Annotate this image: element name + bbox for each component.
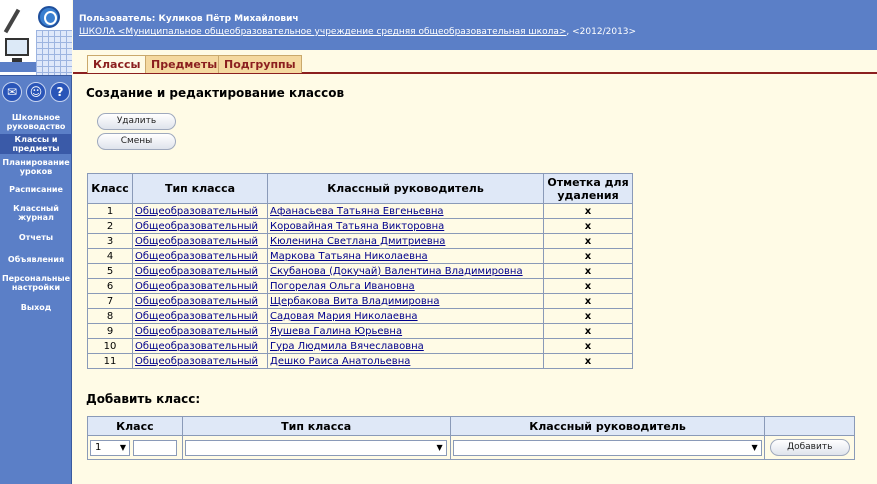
delete-mark-cell xyxy=(544,309,633,324)
delete-mark-cell xyxy=(544,219,633,234)
class-type-select[interactable] xyxy=(185,440,447,456)
class-number: 9 xyxy=(106,325,114,337)
teacher-link[interactable]: Погорелая Ольга Ивановна xyxy=(270,280,415,292)
teacher-link-cell xyxy=(268,324,544,339)
teacher-link[interactable]: Скубанова (Докучай) Валентина Владимировна xyxy=(270,265,523,277)
pen-graphic xyxy=(4,9,20,34)
delete-mark-cell xyxy=(544,204,633,219)
add-col-header-type: Тип класса xyxy=(182,417,450,436)
class-type-link[interactable]: Общеобразовательный xyxy=(135,265,259,277)
tab-subjects[interactable]: Предметы xyxy=(145,55,223,73)
teacher-link-cell xyxy=(268,309,544,324)
add-col-header-class: Класс xyxy=(88,417,183,436)
class-number: 7 xyxy=(106,295,114,307)
class-number-cell xyxy=(88,279,133,294)
teacher-link[interactable]: Щербакова Вита Владимировна xyxy=(270,295,440,307)
class-number-cell xyxy=(88,309,133,324)
class-type-link-cell xyxy=(133,324,268,339)
sidebar-item-personal-settings[interactable]: Персональные настройки xyxy=(1,274,71,292)
delete-button[interactable]: Удалить xyxy=(97,113,176,130)
computer-graphic xyxy=(5,38,29,56)
col-header-type: Тип класса xyxy=(133,174,268,204)
class-number: 10 xyxy=(103,340,117,352)
class-number-cell xyxy=(88,234,133,249)
class-type-link[interactable]: Общеобразовательный xyxy=(135,340,259,352)
sidebar-item-exit[interactable]: Выход xyxy=(20,303,52,312)
sidebar-item-reports[interactable]: Отчеты xyxy=(18,233,54,242)
teacher-link[interactable]: Гура Людмила Вячеславовна xyxy=(270,340,424,352)
teacher-link[interactable]: Яушева Галина Юрьевна xyxy=(270,325,403,337)
sidebar-item-lesson-planning[interactable]: Планирование уроков xyxy=(2,158,70,176)
class-type-link-cell xyxy=(133,234,268,249)
delete-mark-cell xyxy=(544,294,633,309)
class-type-link-cell xyxy=(133,339,268,354)
table-row xyxy=(88,234,633,249)
delete-mark-cell xyxy=(544,249,633,264)
school-link[interactable]: ШКОЛА <Муниципальное общеобразовательное учреждение средняя общеобразовательная школа> xyxy=(79,27,567,37)
school-year: , <2012/2013> xyxy=(566,27,637,37)
add-col-header-teacher: Классный руководитель xyxy=(450,417,765,436)
school-line xyxy=(79,27,636,37)
table-row xyxy=(88,264,633,279)
class-type-link-cell xyxy=(133,249,268,264)
col-header-delete-mark: Отметка для удаления xyxy=(544,174,633,204)
tab-bar xyxy=(73,50,877,74)
teacher-link[interactable]: Афанасьева Татьяна Евгеньевна xyxy=(270,205,444,217)
sidebar xyxy=(0,0,72,484)
class-number: 3 xyxy=(106,235,114,247)
teacher-link-cell xyxy=(268,219,544,234)
header xyxy=(73,0,877,50)
class-type-link[interactable]: Общеобразовательный xyxy=(135,310,259,322)
chevron-down-icon: ▼ xyxy=(436,442,443,452)
teacher-link-cell xyxy=(268,294,544,309)
teacher-link[interactable]: Дешко Раиса Анатольевна xyxy=(270,355,411,367)
delete-mark-cell xyxy=(544,339,633,354)
globe-icon xyxy=(38,6,60,28)
page-title: Создание и редактирование классов xyxy=(86,86,345,100)
class-number: 4 xyxy=(106,250,114,262)
col-header-class: Класс xyxy=(88,174,133,204)
classes-table xyxy=(87,173,633,369)
tab-classes[interactable]: Классы xyxy=(87,55,146,73)
teacher-link-cell xyxy=(268,339,544,354)
delete-mark[interactable]: x xyxy=(584,310,592,322)
class-type-link[interactable]: Общеобразовательный xyxy=(135,295,259,307)
class-type-link[interactable]: Общеобразовательный xyxy=(135,205,259,217)
class-number-cell xyxy=(88,264,133,279)
table-row xyxy=(88,339,633,354)
teacher-link[interactable]: Садовая Мария Николаевна xyxy=(270,310,418,322)
sidebar-item-class-journal[interactable]: Классный журнал xyxy=(13,204,59,222)
table-row xyxy=(88,219,633,234)
delete-mark-cell xyxy=(544,354,633,369)
class-type-link[interactable]: Общеобразовательный xyxy=(135,355,259,367)
shifts-button[interactable]: Смены xyxy=(97,133,176,150)
chevron-down-icon: ▼ xyxy=(751,442,758,452)
tab-subgroups[interactable]: Подгруппы xyxy=(218,55,302,73)
delete-mark[interactable]: x xyxy=(584,205,592,217)
app-logo xyxy=(0,0,72,76)
class-type-link[interactable]: Общеобразовательный xyxy=(135,220,259,232)
delete-mark[interactable]: x xyxy=(584,235,592,247)
class-number: 6 xyxy=(106,280,114,292)
table-row xyxy=(88,204,633,219)
teacher-link[interactable]: Кюленина Светлана Дмитриевна xyxy=(270,235,446,247)
delete-mark[interactable]: x xyxy=(584,265,592,277)
class-number-cell xyxy=(88,339,133,354)
table-row xyxy=(88,279,633,294)
add-col-header-empty xyxy=(765,417,855,436)
teacher-link-cell xyxy=(268,234,544,249)
col-header-teacher: Классный руководитель xyxy=(268,174,544,204)
teacher-link-cell xyxy=(268,264,544,279)
sidebar-item-classes-subjects[interactable]: Классы и предметы xyxy=(0,134,72,154)
class-type-link-cell xyxy=(133,204,268,219)
class-number-select[interactable] xyxy=(90,440,130,456)
class-teacher-select[interactable] xyxy=(453,440,762,456)
class-number-cell xyxy=(88,354,133,369)
add-teacher-cell xyxy=(450,436,765,460)
delete-mark[interactable]: x xyxy=(584,355,592,367)
delete-mark[interactable]: x xyxy=(584,250,592,262)
class-type-link[interactable]: Общеобразовательный xyxy=(135,325,259,337)
class-number: 2 xyxy=(106,220,114,232)
sidebar-item-schedule[interactable]: Расписание xyxy=(9,185,63,194)
class-number: 5 xyxy=(106,265,114,277)
delete-mark-cell xyxy=(544,279,633,294)
teacher-link-cell xyxy=(268,204,544,219)
class-type-link[interactable]: Общеобразовательный xyxy=(135,235,259,247)
sidebar-item-school-management[interactable]: Школьное руководство xyxy=(6,113,66,131)
add-class-cell xyxy=(88,436,183,460)
delete-mark[interactable]: x xyxy=(584,295,592,307)
class-number-cell xyxy=(88,219,133,234)
class-type-link-cell xyxy=(133,294,268,309)
class-type-link[interactable]: Общеобразовательный xyxy=(135,250,259,262)
delete-mark[interactable]: x xyxy=(584,325,592,337)
class-type-link-cell xyxy=(133,354,268,369)
user-name: Пользователь: Куликов Пётр Михайлович xyxy=(79,14,299,24)
class-number: 11 xyxy=(103,355,117,367)
delete-mark-cell xyxy=(544,324,633,339)
table-row xyxy=(88,324,633,339)
add-type-cell xyxy=(182,436,450,460)
class-number: 8 xyxy=(106,310,114,322)
grid-graphic xyxy=(36,30,72,76)
class-type-link-cell xyxy=(133,219,268,234)
class-number-cell xyxy=(88,294,133,309)
class-type-link-cell xyxy=(133,279,268,294)
class-number-cell xyxy=(88,249,133,264)
class-type-link-cell xyxy=(133,309,268,324)
table-row xyxy=(88,294,633,309)
delete-mark[interactable]: x xyxy=(584,280,592,292)
class-number-value: 1 xyxy=(95,441,102,453)
class-type-link[interactable]: Общеобразовательный xyxy=(135,280,259,292)
class-type-link-cell xyxy=(133,264,268,279)
add-class-title: Добавить класс: xyxy=(86,392,201,406)
class-number: 1 xyxy=(106,205,114,217)
chevron-down-icon: ▼ xyxy=(119,442,126,452)
delete-mark-cell xyxy=(544,264,633,279)
table-row xyxy=(88,354,633,369)
teacher-link-cell xyxy=(268,249,544,264)
delete-mark[interactable]: x xyxy=(584,340,592,352)
teacher-link-cell xyxy=(268,354,544,369)
class-letter-input[interactable] xyxy=(133,440,177,456)
class-number-cell xyxy=(88,324,133,339)
help-icon[interactable]: ? xyxy=(50,82,70,102)
teacher-link[interactable]: Маркова Татьяна Николаевна xyxy=(270,250,428,262)
sidebar-item-announcements[interactable]: Объявления xyxy=(7,255,65,264)
add-class-table xyxy=(87,416,855,460)
teacher-link[interactable]: Коровайная Татьяна Викторовна xyxy=(270,220,445,232)
sidebar-icon-row xyxy=(0,82,72,104)
add-button[interactable]: Добавить xyxy=(770,439,850,456)
table-row xyxy=(88,309,633,324)
delete-mark-cell xyxy=(544,234,633,249)
table-row xyxy=(88,249,633,264)
class-number-cell xyxy=(88,204,133,219)
teacher-link-cell xyxy=(268,279,544,294)
delete-mark[interactable]: x xyxy=(584,220,592,232)
add-button-cell xyxy=(765,436,855,460)
mail-icon[interactable]: ✉ xyxy=(2,82,22,102)
people-icon[interactable]: ☺ xyxy=(26,82,46,102)
